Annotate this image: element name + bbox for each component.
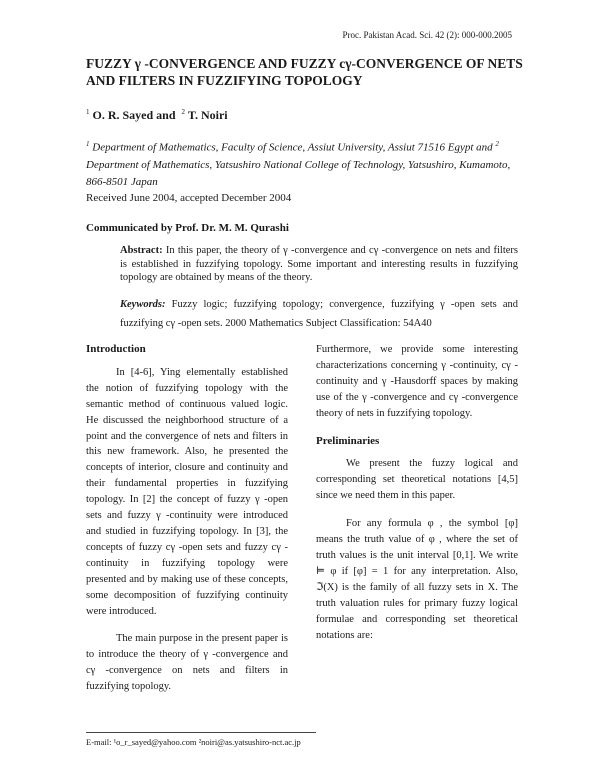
keywords — [120, 295, 518, 333]
keywords-text: Fuzzy logic; fuzzifying topology; convergence, fuzzifying γ -open sets and fuzzifying cγ -open sets. 2000 Mathematics Subject Classification: 54A40 — [120, 299, 519, 329]
footnote-email: E-mail: ¹o_r_sayed@yahoo.com ²noiri@as.yatsushiro-nct.ac.jp — [86, 737, 301, 747]
introduction-heading: Introduction — [86, 343, 146, 355]
introduction-paragraph-2: The main purpose in the present paper is to introduce the theory of γ -convergence and cγ -convergence on nets and filters in fuzzifying topology. — [86, 633, 288, 693]
abstract-label: Abstract: — [120, 245, 163, 256]
affiliation-1-text: Department of Mathematics, Faculty of Science, Assiut University, Assiut 71516 Egypt — [92, 141, 474, 154]
abstract-text: In this paper, the theory of γ -convergence and cγ -convergence on nets and filters is established in fuzzifying topology. Some important and interesting results in fuzzifying topology are obtained by means of the theory. — [120, 245, 518, 283]
journal-reference: Proc. Pakistan Acad. Sci. 42 (2): 000-000.2005 — [342, 30, 512, 40]
author-list — [86, 108, 228, 123]
author-2-name: T. Noiri — [187, 108, 228, 122]
preliminaries-paragraph-2: For any formula φ , the symbol [φ] means the truth value of φ , where the set of truth values is the unit interval [0,1]. We write ⊨ φ if [φ] = 1 for any interpretation. Also, ℑ(X) is the family of all fuzzy sets in X. The truth valuation rules for primary fuzzy logical formulae and corresponding set theoretical notations are: — [316, 518, 518, 641]
left-column — [86, 342, 288, 695]
abstract — [120, 244, 518, 285]
author-2-superscript: 2 — [181, 108, 186, 116]
paper-title: FUZZY γ -CONVERGENCE AND FUZZY cγ-CONVERGENCE OF NETS AND FILTERS IN FUZZIFYING TOPOLOGY — [86, 56, 523, 88]
keywords-label: Keywords: — [120, 299, 166, 310]
right-column — [316, 342, 518, 643]
footnote-divider — [86, 732, 316, 733]
author-1-superscript: 1 — [86, 108, 90, 116]
author-1-name: O. R. Sayed and — [92, 108, 176, 122]
preliminaries-heading: Preliminaries — [316, 434, 380, 447]
preliminaries-paragraph-1: We present the fuzzy logical and corresponding set theoretical notations [4,5] since we need them in this paper. — [316, 458, 518, 502]
communicated-by: Communicated by Prof. Dr. M. M. Qurashi — [86, 222, 289, 234]
introduction-paragraph-3: Furthermore, we provide some interesting characterizations concerning γ -continuity, cγ -continuity and γ -Hausdorff spaces by making use of the γ -convergence and cγ -convergence theory of nets in fuzzifying topology. — [316, 344, 518, 419]
affiliations — [86, 136, 526, 191]
affiliation-2-superscript: 2 — [495, 140, 499, 148]
affiliation-1-superscript: 1 — [86, 140, 90, 148]
affiliation-2-prefix: and — [476, 141, 493, 154]
received-dates: Received June 2004, accepted December 2004 — [86, 192, 292, 204]
affiliation-2-text: Department of Mathematics, Yatsushiro National College of Technology, Yatsushiro, Kumamoto, 866-8501 Japan — [86, 158, 511, 188]
introduction-paragraph-1: In [4-6], Ying elementally established the notion of fuzzifying topology with the semantic method of continuous valued logic. He discussed the neighborhood structure of a point and the convergence of nets and filters in this new framework. Also, he presented the concepts of interior, closure and continuity and their fundamental properties in fuzzifying topology. In [2] the concept of fuzzy γ -open sets and fuzzy γ -continuity were introduced and studied in fuzzifying topology. In [3], the concepts of fuzzy cγ -open sets and fuzzy cγ -continuity in fuzzifying topology were presented and by making use of these concepts, some decomposition of fuzzifying continuity were introduced. — [86, 366, 288, 617]
